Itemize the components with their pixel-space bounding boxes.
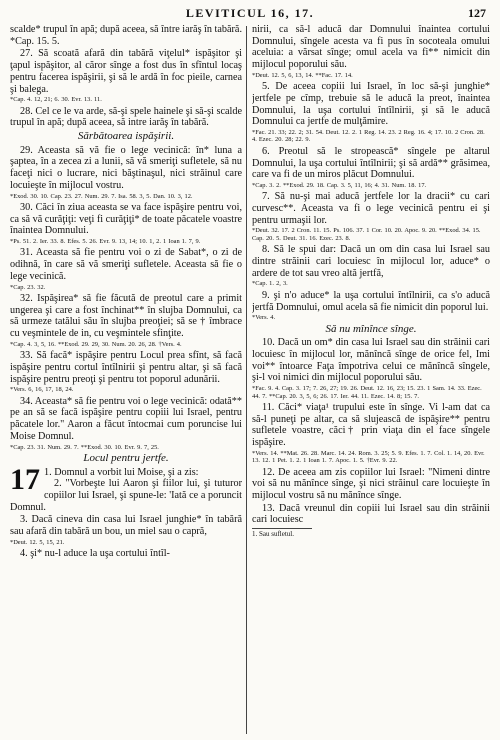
column-divider [246, 26, 247, 734]
verse-text: 1. Domnul a vorbit lui Moise, şi a zis: [44, 466, 199, 478]
verse-text: 31. Aceasta să fie pentru voi o zi de Sabat*, o zi de odihnă, în care să vă smeriţi sufletele. Aceasta să fie o lege vecinică. [10, 247, 242, 282]
verse-text: 27. Să scoată afară din tabără viţelul* ispăşitor şi ţapul ispăşitor, al căror sînge a fost dus în sfîntul locaş pentru facerea ispăşirii, şi să le ardă în foc pieile, carnea şi balega. [10, 48, 242, 95]
cross-reference: *Cap. 23. 32. [10, 283, 46, 291]
cross-reference: *Vers. 6, 16, 17, 18, 24. [10, 386, 74, 394]
running-title: LEVITICUL 16, 17. [185, 6, 315, 20]
cross-reference: *Deut. 32. 17. 2 Cron. 11. 15. Ps. 106. 37. 1 Cor. 10. 20. Apoc. 9. 20. **Exod. 34. 15. Cap. 20. 5. Deut. 31. 16. Ezec. 23. 8. [252, 227, 481, 242]
cross-reference: *Cap. 4. 3, 5, 16. **Exod. 29. 29, 30. Num. 20. 26, 28. †Vers. 4. [10, 340, 182, 348]
cross-reference: *Cap. 4. 12, 21; 6. 30. Evr. 13. 11. [10, 96, 102, 104]
left-column [10, 24, 242, 736]
verse-text: 11. Căci* viaţa¹ trupului este în sînge. Vi l-am dat ca să-l puneţi pe altar, ca să slujească de ispăşire** pentru sufletele voastre, căci† prin viaţa din el face sîngele ispăşire. [252, 401, 490, 449]
verse-text: 34. Aceasta* să fie pentru voi o lege vecinică: odată** pe an să se facă ispăşire pentru copiii lui Israel, pentru păcatele lor." Aaron a făcut întocmai cum poruncise lui Moise Domnul. [10, 395, 242, 442]
verse-text: 4. şi* nu-l aduce la uşa cortului întîl- [20, 548, 170, 560]
verse-text: 9. şi n'o aduce* la uşa cortului întîlnirii, ca s'o aducă jertfă Domnului, omul acela să fie nimicit din poporul lui. [252, 289, 490, 313]
page-number: 127 [468, 6, 486, 20]
verse-text: 8. Să le spui dar: Dacă un om din casa lui Israel sau dintre străinii cari locuiesc în mijlocul lor, aduce* o ardere de tot sau vreo altă jertfă, [252, 244, 490, 279]
verse-text: scalde* trupul în apă; după aceea, să între iarăş în tabără. *Cap. 15. 5. [10, 24, 242, 47]
verse-text: 10. Dacă un om* din casa lui Israel sau din străinii cari locuiesc în mijlocul lor, mănîncă sînge de orice fel, Imi voi** întoarce Faţa împotriva celui ce mănîncă sîngele, şi-l voi nimici din mijlocul poporului său. [252, 337, 490, 384]
verse-text: nirii, ca să-l aducă dar Domnului înaintea cortului Domnului, sîngele acesta va fi pus în socoteala omului aceluia: a vărsat sînge; omul acela va fi** nimicit din mijlocul poporului său. [252, 24, 490, 71]
verse-text: 28. Cel ce le va arde, să-şi spele hainele şi să-şi scalde trupul în apă; după aceea, să intre iarăş în tabără. [10, 105, 242, 129]
cross-reference: *Cap. 1. 2, 3. [252, 280, 288, 288]
cross-reference: *Exod. 30. 10. Cap. 23. 27. Num. 29. 7. Isa. 58. 3, 5. Dan. 10. 3, 12. [10, 192, 193, 200]
verse-text: 33. Să facă* ispăşire pentru Locul prea sfînt, să facă ispăşire pentru cortul întîlnirii şi pentru altar, şi să facă ispăşire pentru preoţi şi pentru tot poporul adunării. [10, 350, 242, 385]
cross-reference: *Cap. 3. 2. **Exod. 29. 18. Cap. 3. 5, 11, 16; 4. 31. Num. 18. 17. [252, 181, 427, 189]
verse-text: 13. Dacă vreunul din copiii lui Israel sau din străinii cari locuiesc [252, 502, 490, 526]
verse-text: 6. Preotul să le stropească* sîngele pe altarul Domnului, la uşa cortului întîlnirii; şi să ardă** grăsimea, care va fi de un miros plăcut Domnului. [252, 145, 490, 181]
right-column [252, 24, 490, 736]
cross-reference: *Vers. 14. **Mat. 26. 28. Marc. 14. 24. Rom. 3. 25; 5. 9. Efes. 1. 7. Col. 1. 14, 20. Evr. 13. 12. 1 Pet. 1. 2. 1 Ioan 1. 7. Apoc. 1. 5. †Evr. 9. 22. [252, 449, 485, 465]
footnote-divider [252, 528, 312, 529]
cross-reference: *Ps. 51. 2. Ier. 33. 8. Efes. 5. 26. Evr. 9. 13, 14; 10. 1, 2. 1 Ioan 1. 7, 9. [10, 238, 201, 246]
page-header [0, 4, 500, 24]
verse-text: 5. De aceea copiii lui Israel, în loc să-şi junghie* jertfele pe cîmp, trebuie să le aducă la preot, înaintea Domnului, la uşa cortului întîlnirii, şi să le aducă Domnului ca jertfe de mulţămire. [252, 81, 490, 128]
cross-reference: *Deut. 12. 5, 6, 13, 14. **Fac. 17. 14. [252, 71, 353, 79]
cross-reference: *Fac. 21. 33; 22. 2; 31. 54. Deut. 12. 2. 1 Reg. 14. 23. 2 Reg. 16. 4; 17. 10. 2 Cron. 28. 4. Ezec. 20. 28; 22. 9. [252, 129, 485, 144]
cross-reference: *Fac. 9. 4. Cap. 3. 17; 7. 26, 27; 19. 26. Deut. 12. 16, 23; 15. 23. 1 Sam. 14. 33. Ezec. 44. 7. **Cap. 20. 3, 5, 6; 26. 17. Ier. 44. 11. Ezec. 14. 8; 15. 7. [252, 385, 482, 400]
cross-reference: *Cap. 23. 31. Num. 29. 7. **Exod. 30. 10. Evr. 9. 7, 25. [10, 443, 159, 451]
verse-text: 3. Dacă cineva din casa lui Israel junghie* în tabără sau afară din tabără un bou, un miel sau o capră, [10, 514, 242, 538]
verse-text: 2. "Vorbeşte lui Aaron şi fiilor lui, şi tuturor copiilor lui Israel, şi spune-le: 'Iată ce a poruncit Domnul. [10, 478, 242, 513]
section-heading: Sărbătoarea ispăşirii. [77, 130, 175, 143]
verse-text: 29. Aceasta să vă fie o lege vecinică: în* luna a şaptea, în a zecea zi a lunii, să vă smeriţi sufletele, să nu faceţi nici o lucrare, nici băştinaşul, nici străinul care locuieşte în mijlocul vostru. [10, 144, 242, 191]
verse-text: 7. Să nu-şi mai aducă jertfele lor la dracii* cu cari curvesc**. Aceasta va fi o lege vecinică pentru ei şi pentru urmaşii lor. [252, 191, 490, 226]
chapter-number: 17 [10, 462, 40, 496]
footnote: 1. Sau sufletul. [252, 530, 294, 539]
section-heading: Locul pentru jertfe. [83, 451, 169, 464]
verse-text: 30. Căci în ziua aceasta se va face ispăşire pentru voi, ca să vă curăţiţi: veţi fi curăţiţi* de toate păcatele voastre înaintea Domnului. [10, 201, 242, 237]
cross-reference: *Deut. 12. 5, 15, 21. [10, 538, 65, 546]
section-heading: Să nu mînînce sînge. [325, 322, 417, 335]
verse-text: 32. Ispăşirea* să fie făcută de preotul care a primit ungerea şi care a fost închinat** în slujba Domnului, ca să urmeze tatălui său în slujba preoţiei; să se † îmbrace cu veşmintele de in, cu veşmintele sfinţite. [10, 292, 242, 340]
cross-reference: *Vers. 4. [252, 314, 276, 322]
verse-text: 12. De aceea am zis copiilor lui Israel: "Nimeni dintre voi să nu mănînce sînge, şi nici străinul care locuieşte în mijlocul vostru să nu mănînce sînge. [252, 466, 490, 501]
